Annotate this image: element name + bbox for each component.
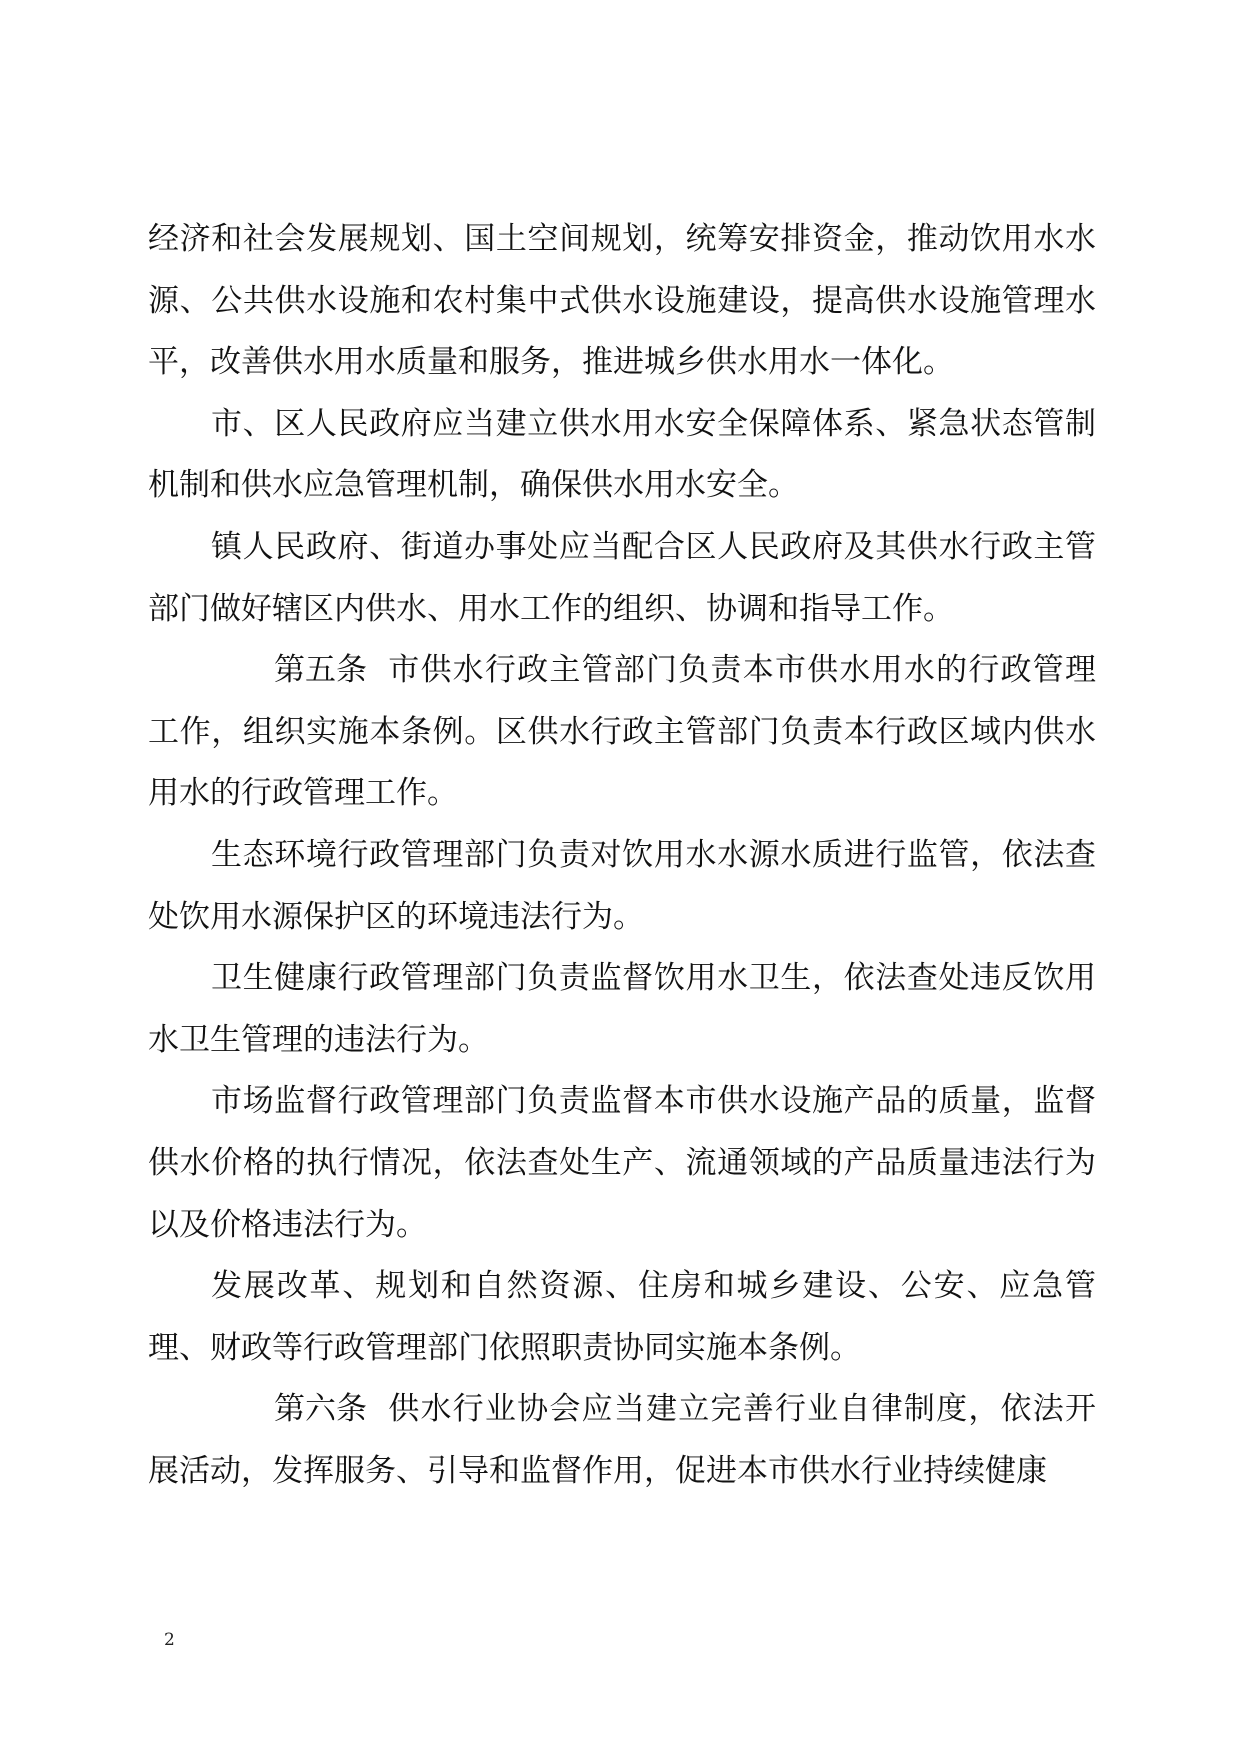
paragraph: 卫生健康行政管理部门负责监督饮用水卫生，依法查处违反饮用水卫生管理的违法行为。	[148, 960, 1096, 1058]
article-paragraph	[148, 640, 1096, 825]
document-body	[148, 209, 1096, 1502]
paragraph: 发展改革、规划和自然资源、住房和城乡建设、公安、应急管理、财政等行政管理部门依照职责协同实施本条例。	[148, 1268, 1096, 1366]
page-number: 2	[164, 1630, 175, 1650]
paragraph: 生态环境行政管理部门负责对饮用水水源水质进行监管，依法查处饮用水源保护区的环境违法行为。	[148, 836, 1096, 935]
paragraph: 镇人民政府、街道办事处应当配合区人民政府及其供水行政主管部门做好辖区内供水、用水工作的组织、协调和指导工作。	[148, 528, 1096, 627]
article-text: 供水行业协会应当建立完善行业自律制度，依法开展活动，发挥服务、引导和监督作用，促进本市供水行业持续健康	[148, 1391, 1096, 1489]
paragraph: 市场监督行政管理部门负责监督本市供水设施产品的质量，监督供水价格的执行情况，依法查处生产、流通领域的产品质量违法行为以及价格违法行为。	[148, 1083, 1096, 1243]
paragraph: 市、区人民政府应当建立供水用水安全保障体系、紧急状态管制机制和供水应急管理机制，确保供水用水安全。	[148, 405, 1096, 504]
article-number: 第六条	[274, 1391, 367, 1428]
paragraph-continuation: 经济和社会发展规划、国土空间规划，统筹安排资金，推动饮用水水源、公共供水设施和农村集中式供水设施建设，提高供水设施管理水平，改善供水用水质量和服务，推进城乡供水用水一体化。	[148, 221, 1096, 381]
article-text: 市供水行政主管部门负责本市供水用水的行政管理工作，组织实施本条例。区供水行政主管部门负责本行政区域内供水用水的行政管理工作。	[148, 652, 1096, 812]
article-paragraph	[148, 1379, 1096, 1502]
article-number: 第五条	[274, 652, 367, 689]
